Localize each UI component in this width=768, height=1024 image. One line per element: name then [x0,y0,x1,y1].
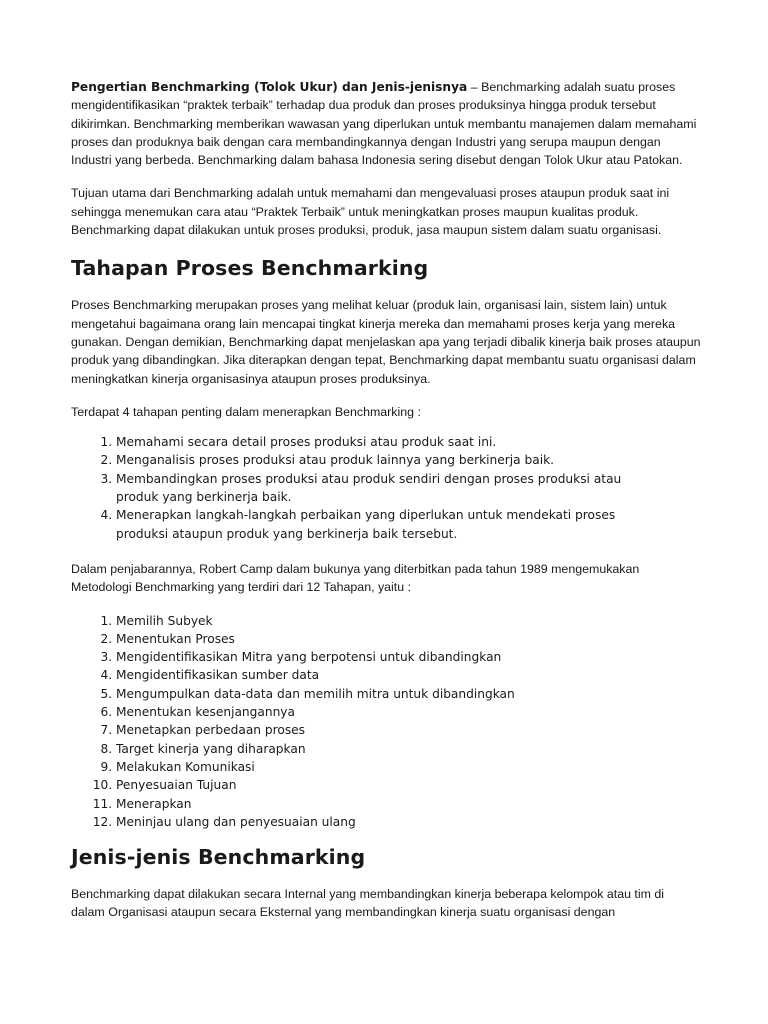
list-item: 6. Menentukan kesenjangannya [116,703,701,721]
list-item: 8. Target kinerja yang diharapkan [116,740,701,758]
camp-paragraph: Dalam penjabarannya, Robert Camp dalam bukunya yang diterbitkan pada tahun 1989 mengemukakan Metodologi Benchmarking yang terdiri dari 12 Tahapan, yaitu : [71,561,640,595]
list-item: 7. Menetapkan perbedaan proses [116,721,701,739]
intro-paragraph [71,78,701,169]
list-item: 4. Menerapkan langkah-langkah perbaikan yang diperlukan untuk mendekati proses produksi ataupun produk yang berkinerja baik tersebut. [116,506,661,543]
jenis-paragraph: Benchmarking dapat dilakukan secara Internal yang membandingkan kinerja beberapa kelompok atau tim di dalam Organisasi ataupun secara Eksternal yang membandingkan kinerja suatu organisasi dengan [71,887,665,920]
list-item: 4. Mengidentifikasikan sumber data [116,666,701,684]
twelve-steps-list [71,612,701,832]
list-item: 10. Penyesuaian Tujuan [116,776,701,794]
document-page [71,78,701,937]
list-item: 2. Menentukan Proses [116,630,701,648]
intro-text: – Benchmarking adalah suatu proses mengidentifikasikan “praktek terbaik” terhadap dua produk dan proses produksinya hingga produk tersebut dikirimkan. Benchmarking memberikan wawasan yang diperlukan untuk membantu manajemen dalam memahami proses dan produknya baik dengan cara membandingkannya dengan Industri yang serupa maupun dengan Industri yang berbeda. Benchmarking dalam bahasa Indonesia sering disebut dengan Tolok Ukur atau Patokan. [71,80,697,168]
purpose-paragraph: Tujuan utama dari Benchmarking adalah untuk memahami dan mengevaluasi proses ataupun produk saat ini sehingga menemukan cara atau “Praktek Terbaik” untuk meningkatkan proses maupun kualitas produk. Benchmarking dapat dilakukan untuk proses produksi, produk, jasa maupun sistem dalam suatu organisasi. [71,186,670,238]
list-item: 12. Meninjau ulang dan penyesuaian ulang [116,813,701,831]
list-item: 1. Memahami secara detail proses produksi atau produk saat ini. [116,433,661,451]
list-item: 2. Menganalisis proses produksi atau produk lainnya yang berkinerja baik. [116,451,661,469]
list-item: 9. Melakukan Komunikasi [116,758,701,776]
tahapan-heading: Tahapan Proses Benchmarking [71,256,429,281]
list-item: 3. Membandingkan proses produksi atau produk sendiri dengan proses produksi atau produk yang berkinerja baik. [116,470,661,507]
four-steps-list [71,433,701,543]
intro-bold-title: Pengertian Benchmarking (Tolok Ukur) dan Jenis-jenisnya [71,80,468,94]
list-item: 3. Mengidentifikasikan Mitra yang berpotensi untuk dibandingkan [116,648,701,666]
list-item: 11. Menerapkan [116,795,701,813]
jenis-heading: Jenis-jenis Benchmarking [71,845,366,870]
tahapan-paragraph: Proses Benchmarking merupakan proses yang melihat keluar (produk lain, organisasi lain, sistem lain) untuk mengetahui bagaimana orang lain mencapai tingkat kinerja mereka dan memahami proses kerja yang mereka gunakan. Dengan demikian, Benchmarking dapat menjelaskan apa yang terjadi dibalik kinerja baik proses ataupun produk yang dibandingkan. Jika diterapkan dengan tepat, Benchmarking dapat membantu suatu organisasi dalam meningkatkan kinerja organisasinya ataupun proses produksinya. [71,298,701,386]
list-item: 1. Memilih Subyek [116,612,701,630]
list-item: 5. Mengumpulkan data-data dan memilih mitra untuk dibandingkan [116,685,701,703]
tahapan-intro-line: Terdapat 4 tahapan penting dalam menerapkan Benchmarking : [71,404,421,419]
